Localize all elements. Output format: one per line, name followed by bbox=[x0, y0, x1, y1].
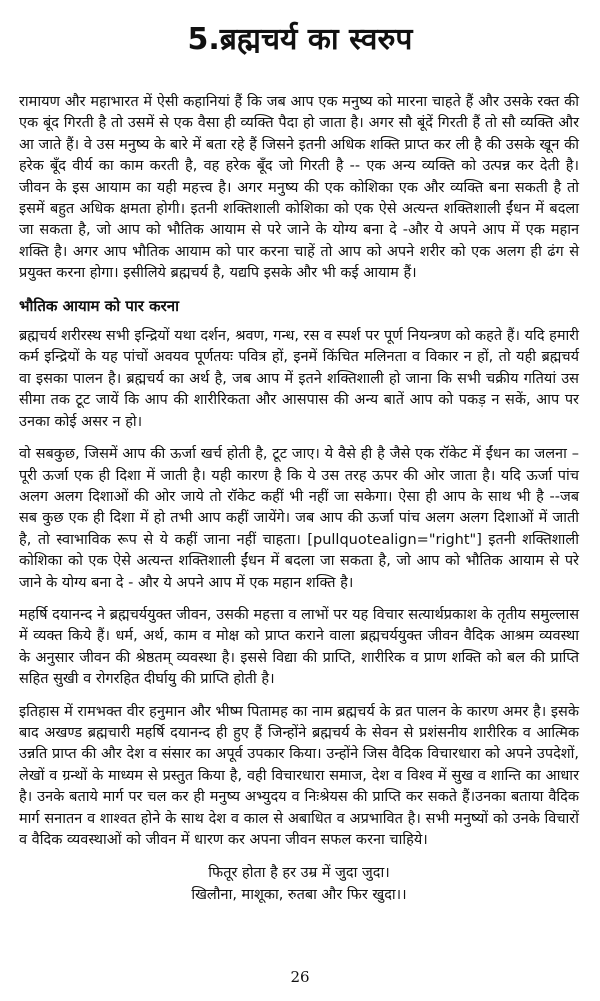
couplet-line-2: खिलौना, माशूका, रुतबा और फिर खुदा।। bbox=[191, 887, 407, 904]
page-number: 26 bbox=[290, 968, 310, 986]
section-paragraph-4: इतिहास में रामभक्त वीर हनुमान और भीष्म पितामह का नाम ब्रह्मचर्य के व्रत पालन के कारण अमर है। इसके बाद अखण्ड ब्रह्मचारी महर्षि दयानन्द ही हुए हैं जिन्होंने ब्रह्मचर्य के सेवन से प्रशंसनीय शारीरिक व आत्मिक उन्नति प्राप्त की और देश व संसार का अपूर्व उपकार किया। उन्होंने जिस वैदिक विचारधारा को अपने उपदेशों, लेखों व ग्रन्थों के माध्यम से प्रस्तुत किया है, वही विचारधारा समाज, देश व विश्व में सुख व शान्ति का आधार है। उनके बताये मार्ग पर चल कर ही मनुष्य अभ्युदय व निःश्रेयस की प्राप्ति कर सकते हैं।उनका बताया वैदिक मार्ग सनातन व शाश्वत होने के साथ देश व काल से अबाधित व अप्रभावित है। सभी मनुष्यों को उनके विचारों व वैदिक व्यवस्थाओं को जीवन में धारण कर अपना जीवन सफल करना चाहिये। bbox=[19, 703, 579, 848]
couplet bbox=[19, 862, 579, 906]
section-paragraph-3: महर्षि दयानन्द ने ब्रह्मचर्ययुक्त जीवन, उसकी महत्ता व लाभों पर यह विचार सत्यार्थप्रकाश के तृतीय समुल्लास में व्यक्त किये हैं। धर्म, अर्थ, काम व मोक्ष को प्राप्त कराने वाला ब्रह्मचर्ययुक्त जीवन वैदिक आश्रम व्यवस्था के अनुसार जीवन की श्रेष्ठतम् व्यवस्था है। इससे विद्या की प्राप्ति, शारीरिक व प्राण शक्ति को बल की प्राप्ति सहित सुखी व रोगरहित दीर्घायु की प्राप्ति होती है। bbox=[19, 606, 579, 688]
couplet-line-1: फितूर होता है हर उम्र में जुदा जुदा। bbox=[208, 865, 390, 882]
chapter-title: 5.ब्रह्मचर्य का स्वरुप bbox=[187, 22, 413, 57]
body-text bbox=[19, 92, 579, 906]
intro-paragraph: रामायण और महाभारत में ऐसी कहानियां हैं कि जब आप एक मनुष्य को मारना चाहते हैं और उसके रक्त की एक बूंद गिरती है तो उसमें से एक वैसा ही व्यक्ति पैदा हो जाता है। अगर सौ बूंदें गिरती हैं तो सौ व्यक्ति और आ जाते हैं। वे उस मनुष्य के बारे में बता रहे हैं जिसने इतनी अधिक शक्ति प्राप्त कर ली है की उसके खून की हरेक बूँद वीर्य का काम करती है, वह हरेक बूँद जो गिरती है -- एक अन्य व्यक्ति को उत्पन्न कर देती है। जीवन के इस आयाम का यही महत्त्व है। अगर मनुष्य की एक कोशिका एक और व्यक्ति बना सकती है तो इसमें बहुत अधिक क्षमता होगी। इतनी शक्तिशाली कोशिका को एक ऐसे अत्यन्त शक्तिशाली ईंधन में बदला जा सकता है, जो आप को भौतिक आयाम से परे जाने के योग्य बना दे -और ये अपने आप में एक महान शक्ति है। अगर आप भौतिक आयाम को पार करना चाहें तो आप को अपने शरीर को एक अलग ही ढंग से प्रयुक्त करना होगा। इसीलिये ब्रह्मचर्य है, यद्यपि इसके और भी कई आयाम हैं। bbox=[19, 94, 579, 282]
section-paragraph-2: वो सबकुछ, जिसमें आप की ऊर्जा खर्च होती है, टूट जाए। ये वैसे ही है जैसे एक रॉकेट में ईंधन का जलना – पूरी ऊर्जा एक ही दिशा में जाती है। यही कारण है कि ये उस तरह ऊपर की ओर जाता है। यदि ऊर्जा पांच अलग अलग दिशाओं की ओर जाये तो रॉकेट कहीं भी नहीं जा सकेगा। ऐसा ही आप के साथ भी है --जब सब कुछ एक ही दिशा में हो तभी आप कहीं जायेंगे। जब आप की ऊर्जा पांच अलग अलग दिशाओं में जाती है, तो स्वाभाविक रूप से ये कहीं जाना नहीं चाहता। [pullquotealign="right"] इतनी शक्तिशाली कोशिका को एक ऐसे अत्यन्त शक्तिशाली ईंधन में बदला जा सकता है, जो आप को भौतिक आयाम से परे जाने के योग्य बना दे - और ये अपने आप में एक महान शक्ति है। bbox=[19, 446, 579, 591]
section-heading: भौतिक आयाम को पार करना bbox=[19, 296, 179, 315]
section-paragraph-1: ब्रह्मचर्य शरीरस्थ सभी इन्द्रियों यथा दर्शन, श्रवण, गन्ध, रस व स्पर्श पर पूर्ण नियन्त्रण को कहते हैं। यदि हमारी कर्म इन्द्रियों के यह पांचों अवयव पूर्णतयः पवित्र हों, इनमें किंचित मलिनता व विकार न हों, तो यही ब्रह्मचर्य वा इसका पालन है। ब्रह्मचर्य का अर्थ है, जब आप में इतने शक्तिशाली हो जाना कि सभी चक्रीय गतियां उस सीमा तक टूट जायें कि आप की शारीरिकता और आसपास की अन्य बातें आप को पकड़ न सकें, आप पर उनका कोई असर न हो। bbox=[19, 328, 579, 430]
